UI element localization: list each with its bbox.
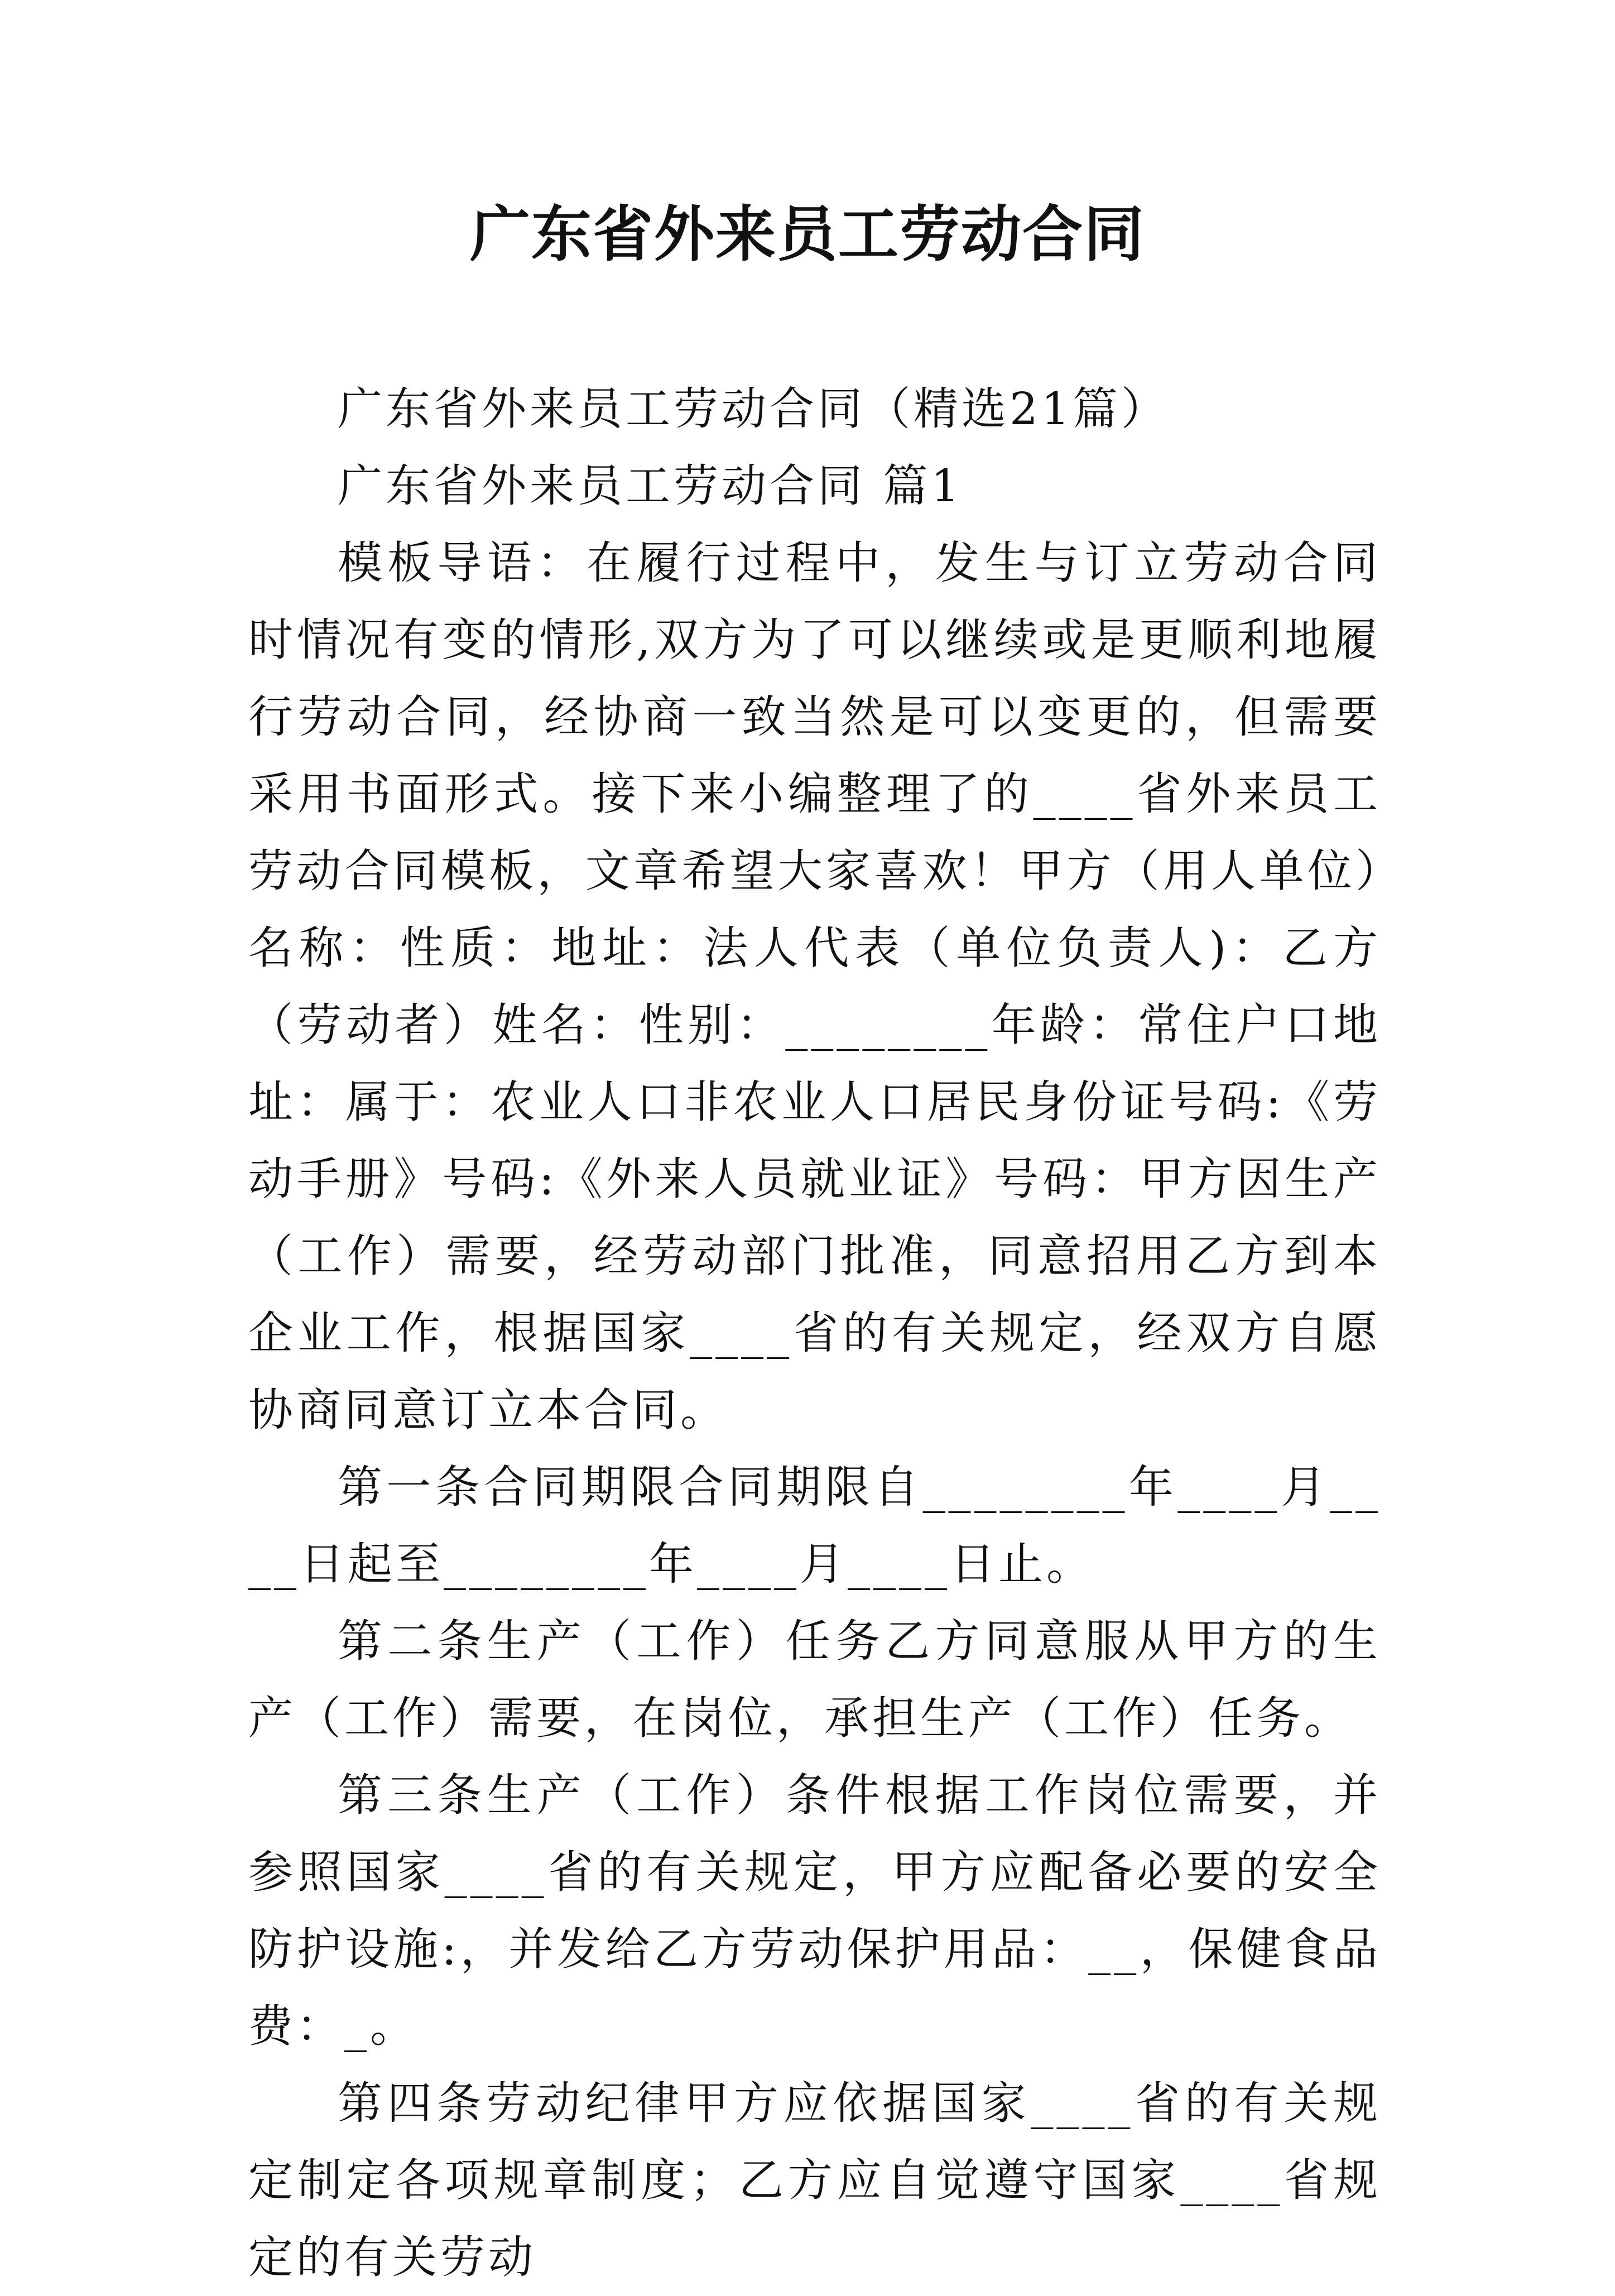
paragraph-article-4: 第四条劳动纪律甲方应依据国家____省的有关规定制定各项规章制度；乙方应自觉遵守国家____省规定的有关劳动	[248, 2077, 1381, 2283]
paragraph-article-1: 第一条合同期限合同期限自________年____月____日起至________年____月____日止。	[248, 1461, 1381, 1590]
document-title: 广东省外来员工劳动合同	[469, 199, 1145, 270]
paragraph-article-3: 第三条生产（工作）条件根据工作岗位需要，并参照国家____省的有关规定，甲方应配备必要的安全防护设施:，并发给乙方劳动保护用品：__，保健食品费：_。	[248, 1769, 1381, 2052]
document-body	[248, 371, 1381, 2296]
paragraph-subtitle: 广东省外来员工劳动合同（精选21篇）	[338, 383, 1169, 435]
paragraph-section-heading: 广东省外来员工劳动合同 篇1	[338, 460, 963, 512]
paragraph-article-2: 第二条生产（工作）任务乙方同意服从甲方的生产（工作）需要，在岗位，承担生产（工作）任务。	[248, 1615, 1381, 1744]
paragraph-intro: 模板导语：在履行过程中，发生与订立劳动合同时情况有变的情形,双方为了可以继续或是更顺利地履行劳动合同，经协商一致当然是可以变更的，但需要采用书面形式。接下来小编整理了的____省外来员工劳动合同模板，文章希望大家喜欢！甲方（用人单位）名称：性质：地址：法人代表（单位负责人)：乙方（劳动者）姓名：性别：________年龄：常住户口地址：属于：农业人口非农业人口居民身份证号码:《劳动手册》号码:《外来人员就业证》号码：甲方因生产（工作）需要，经劳动部门批准，同意招用乙方到本企业工作，根据国家____省的有关规定，经双方自愿协商同意订立本合同。	[248, 537, 1381, 1436]
